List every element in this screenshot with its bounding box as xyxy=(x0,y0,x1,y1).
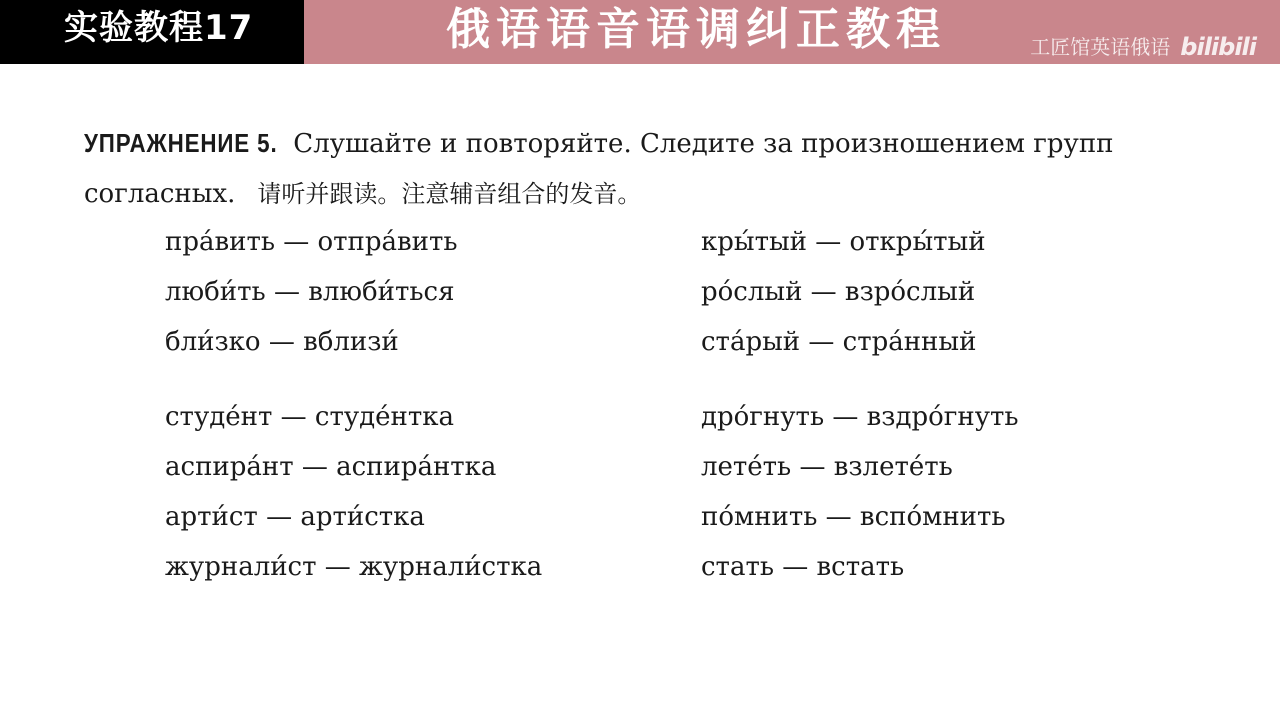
course-title: 俄语语音语调纠正教程 xyxy=(446,4,946,55)
word-pair-right-1: кры́тый — откры́тый xyxy=(701,227,986,257)
title-band xyxy=(304,0,1280,64)
word-pair-left-4: студе́нт — студе́нтка xyxy=(165,402,454,432)
video-header xyxy=(0,0,1280,64)
instruction-russian: Слушайте и повторяйте. Следите за произношением групп согласных. xyxy=(84,129,1114,209)
lesson-badge: 实验教程17 xyxy=(0,0,304,64)
word-pair-left-6: арти́ст — арти́стка xyxy=(165,502,425,532)
exercise-instruction xyxy=(84,118,1204,219)
word-pair-left-3: бли́зко — вблизи́ xyxy=(165,327,399,357)
word-pair-left-7: журнали́ст — журнали́стка xyxy=(165,552,543,582)
watermark-channel: 工匠馆英语俄语 xyxy=(1030,35,1171,59)
exercise-page xyxy=(0,64,1280,720)
instruction-chinese: 请听并跟读。注意辅音组合的发音。 xyxy=(257,180,642,208)
bilibili-logo-icon: bilibili xyxy=(1180,33,1256,61)
word-pair-left-1: пра́вить — отпра́вить xyxy=(165,227,458,257)
word-pair-left-2: люби́ть — влюби́ться xyxy=(165,277,455,307)
word-pair-left-5: аспира́нт — аспира́нтка xyxy=(165,452,497,482)
word-pair-right-5: лете́ть — взлете́ть xyxy=(701,452,953,482)
word-pair-right-2: ро́слый — взро́слый xyxy=(701,277,976,307)
word-pair-right-7: стать — встать xyxy=(701,552,905,582)
word-pair-right-6: по́мнить — вспо́мнить xyxy=(701,502,1006,532)
word-pair-right-4: дро́гнуть — вздро́гнуть xyxy=(701,402,1019,432)
watermark xyxy=(1030,32,1256,62)
exercise-label: УПРАЖНЕНИЕ 5. xyxy=(84,128,278,158)
word-pair-right-3: ста́рый — стра́нный xyxy=(701,327,977,357)
